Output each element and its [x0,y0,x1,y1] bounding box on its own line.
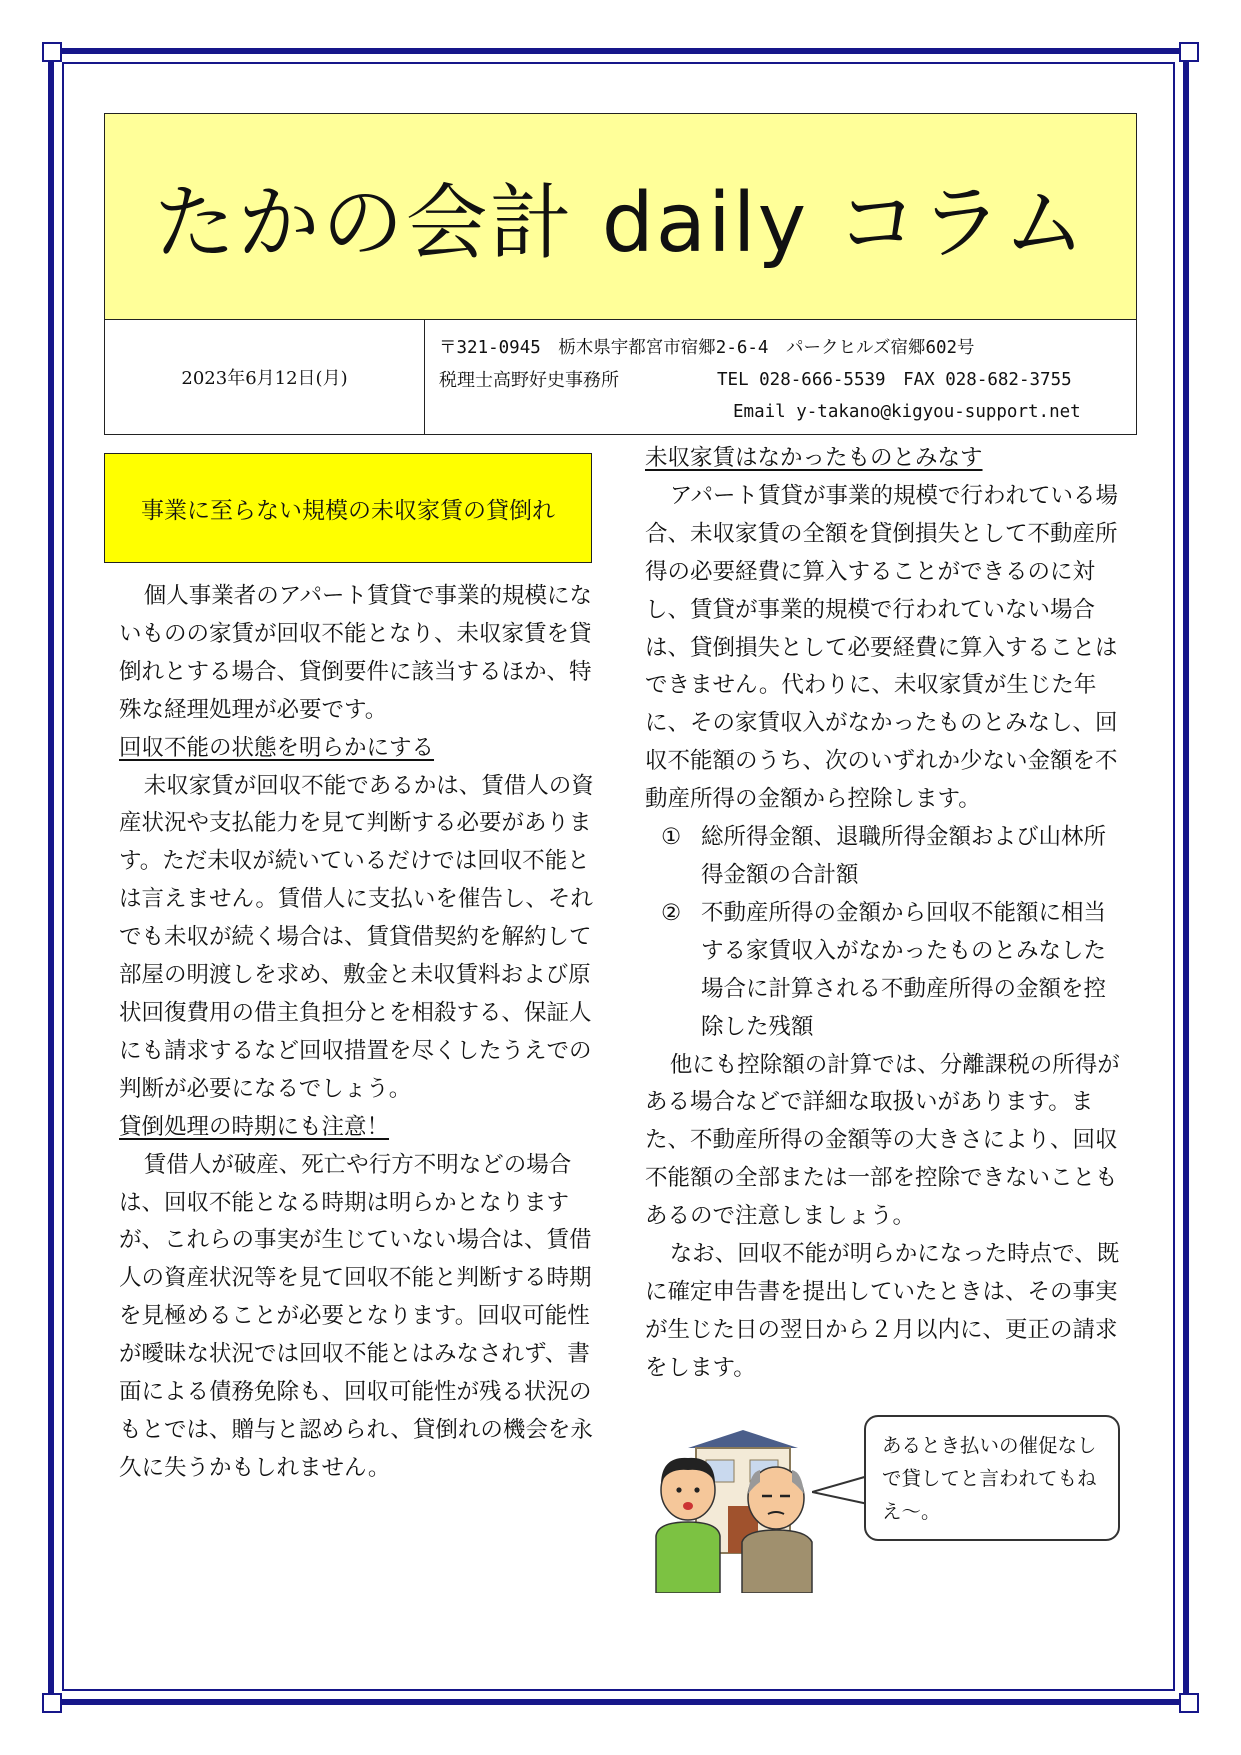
issue-date: 2023年6月12日(月) [105,320,425,434]
paragraph: アパート賃貸が事業的規模で行われている場合、未収家賃の全額を貸倒損失として不動産所得の必要経費に算入することができるのに対し、賃貸が事業的規模で行われていない場合は、貸倒損失として必要経費に算入することはできません。代わりに、未収家賃が生じた年に、その家賃収入がなかったものとみなし、回収不能額のうち、次のいずれか少ない金額を不動産所得の金額から控除します。 [645,482,1118,813]
speech-bubble-tail [812,1470,870,1510]
article-headline: 事業に至らない規模の未収家賃の貸倒れ [104,453,592,563]
corner-ornament [1179,1693,1199,1713]
paragraph: なお、回収不能が明らかになった時点で、既に確定申告書を提出していたときは、その事実が生じた日の翌日から２月以内に、更正の請求をします。 [645,1241,1120,1381]
office-address: 〒321-0945 栃木県宇都宮市宿郷2-6-4 パークヒルズ宿郷602号 [439,338,975,358]
item-number: ② [661,899,682,926]
paragraph: 賃借人が破産、死亡や行方不明などの場合は、回収不能となる時期は明らかとなりますが、これらの事実が生じていない場合は、賃借人の資産状況等を見て回収不能と判断する時期を見極めることが必要となります。回収可能性が曖昧な状況では回収不能とはみなされず、書面による債務免除も、回収可能性が残る状況のもとでは、贈与と認められ、貸倒れの機会を永久に失うかもしれません。 [119,1151,593,1481]
speech-bubble: あるとき払いの催促なしで貸してと言われてもねえ～。 [864,1415,1120,1541]
left-column [119,578,599,1488]
paragraph: 個人事業者のアパート賃貸で事業的規模にないものの家賃が回収不能となり、未収家賃を貸倒れとする場合、貸倒要件に該当するほか、特殊な経理処理が必要です。 [119,583,592,723]
corner-ornament [42,1693,62,1713]
title-banner [105,114,1136,320]
right-column [645,440,1127,1388]
numbered-item [645,819,1127,895]
masthead [104,113,1137,435]
paragraph: 未収家賃が回収不能であるかは、賃借人の資産状況や支払能力を見て判断する必要があります。ただ未収が続いているだけでは回収不能とは言えません。賃借人に支払いを催告し、それでも未収が続く場合は、賃貸借契約を解約して部屋の明渡しを求め、敷金と未収賃料および原状回復費用の借主負担分とを相殺する、保証人にも請求するなど回収措置を尽くしたうえでの判断が必要になるでしょう。 [119,772,594,1102]
paragraph: 他にも控除額の計算では、分離課税の所得がある場合などで詳細な取扱いがあります。また、不動産所得の金額等の大きさにより、回収不能額の全部または一部を控除できないこともあるので注意しましょう。 [645,1051,1120,1230]
item-number: ① [661,824,682,851]
numbered-item [645,895,1127,1047]
item-text: 総所得金額、退職所得金額および山林所得金額の合計額 [701,824,1107,888]
office-name: 税理士高野好史事務所 [439,370,619,391]
office-info [425,320,1136,434]
section-heading: 貸倒処理の時期にも注意！ [119,1113,390,1140]
newsletter-title: たかの会計 daily コラム [153,176,1088,271]
corner-ornament [42,42,62,62]
young-man-icon [656,1458,720,1593]
office-email[interactable]: Email y-takano@kigyou-support.net [733,402,1081,422]
section-heading: 未収家賃はなかったものとみなす [645,445,983,471]
section-heading: 回収不能の状態を明らかにする [119,734,435,761]
illustration-tenant-landlord [648,1428,828,1593]
item-text: 不動産所得の金額から回収不能額に相当する家賃収入がなかったものとみなした場合に計算される不動産所得の金額を控除した残額 [701,899,1107,1040]
corner-ornament [1179,42,1199,62]
office-phone-fax: TEL 028-666-5539 FAX 028-682-3755 [717,370,1072,390]
